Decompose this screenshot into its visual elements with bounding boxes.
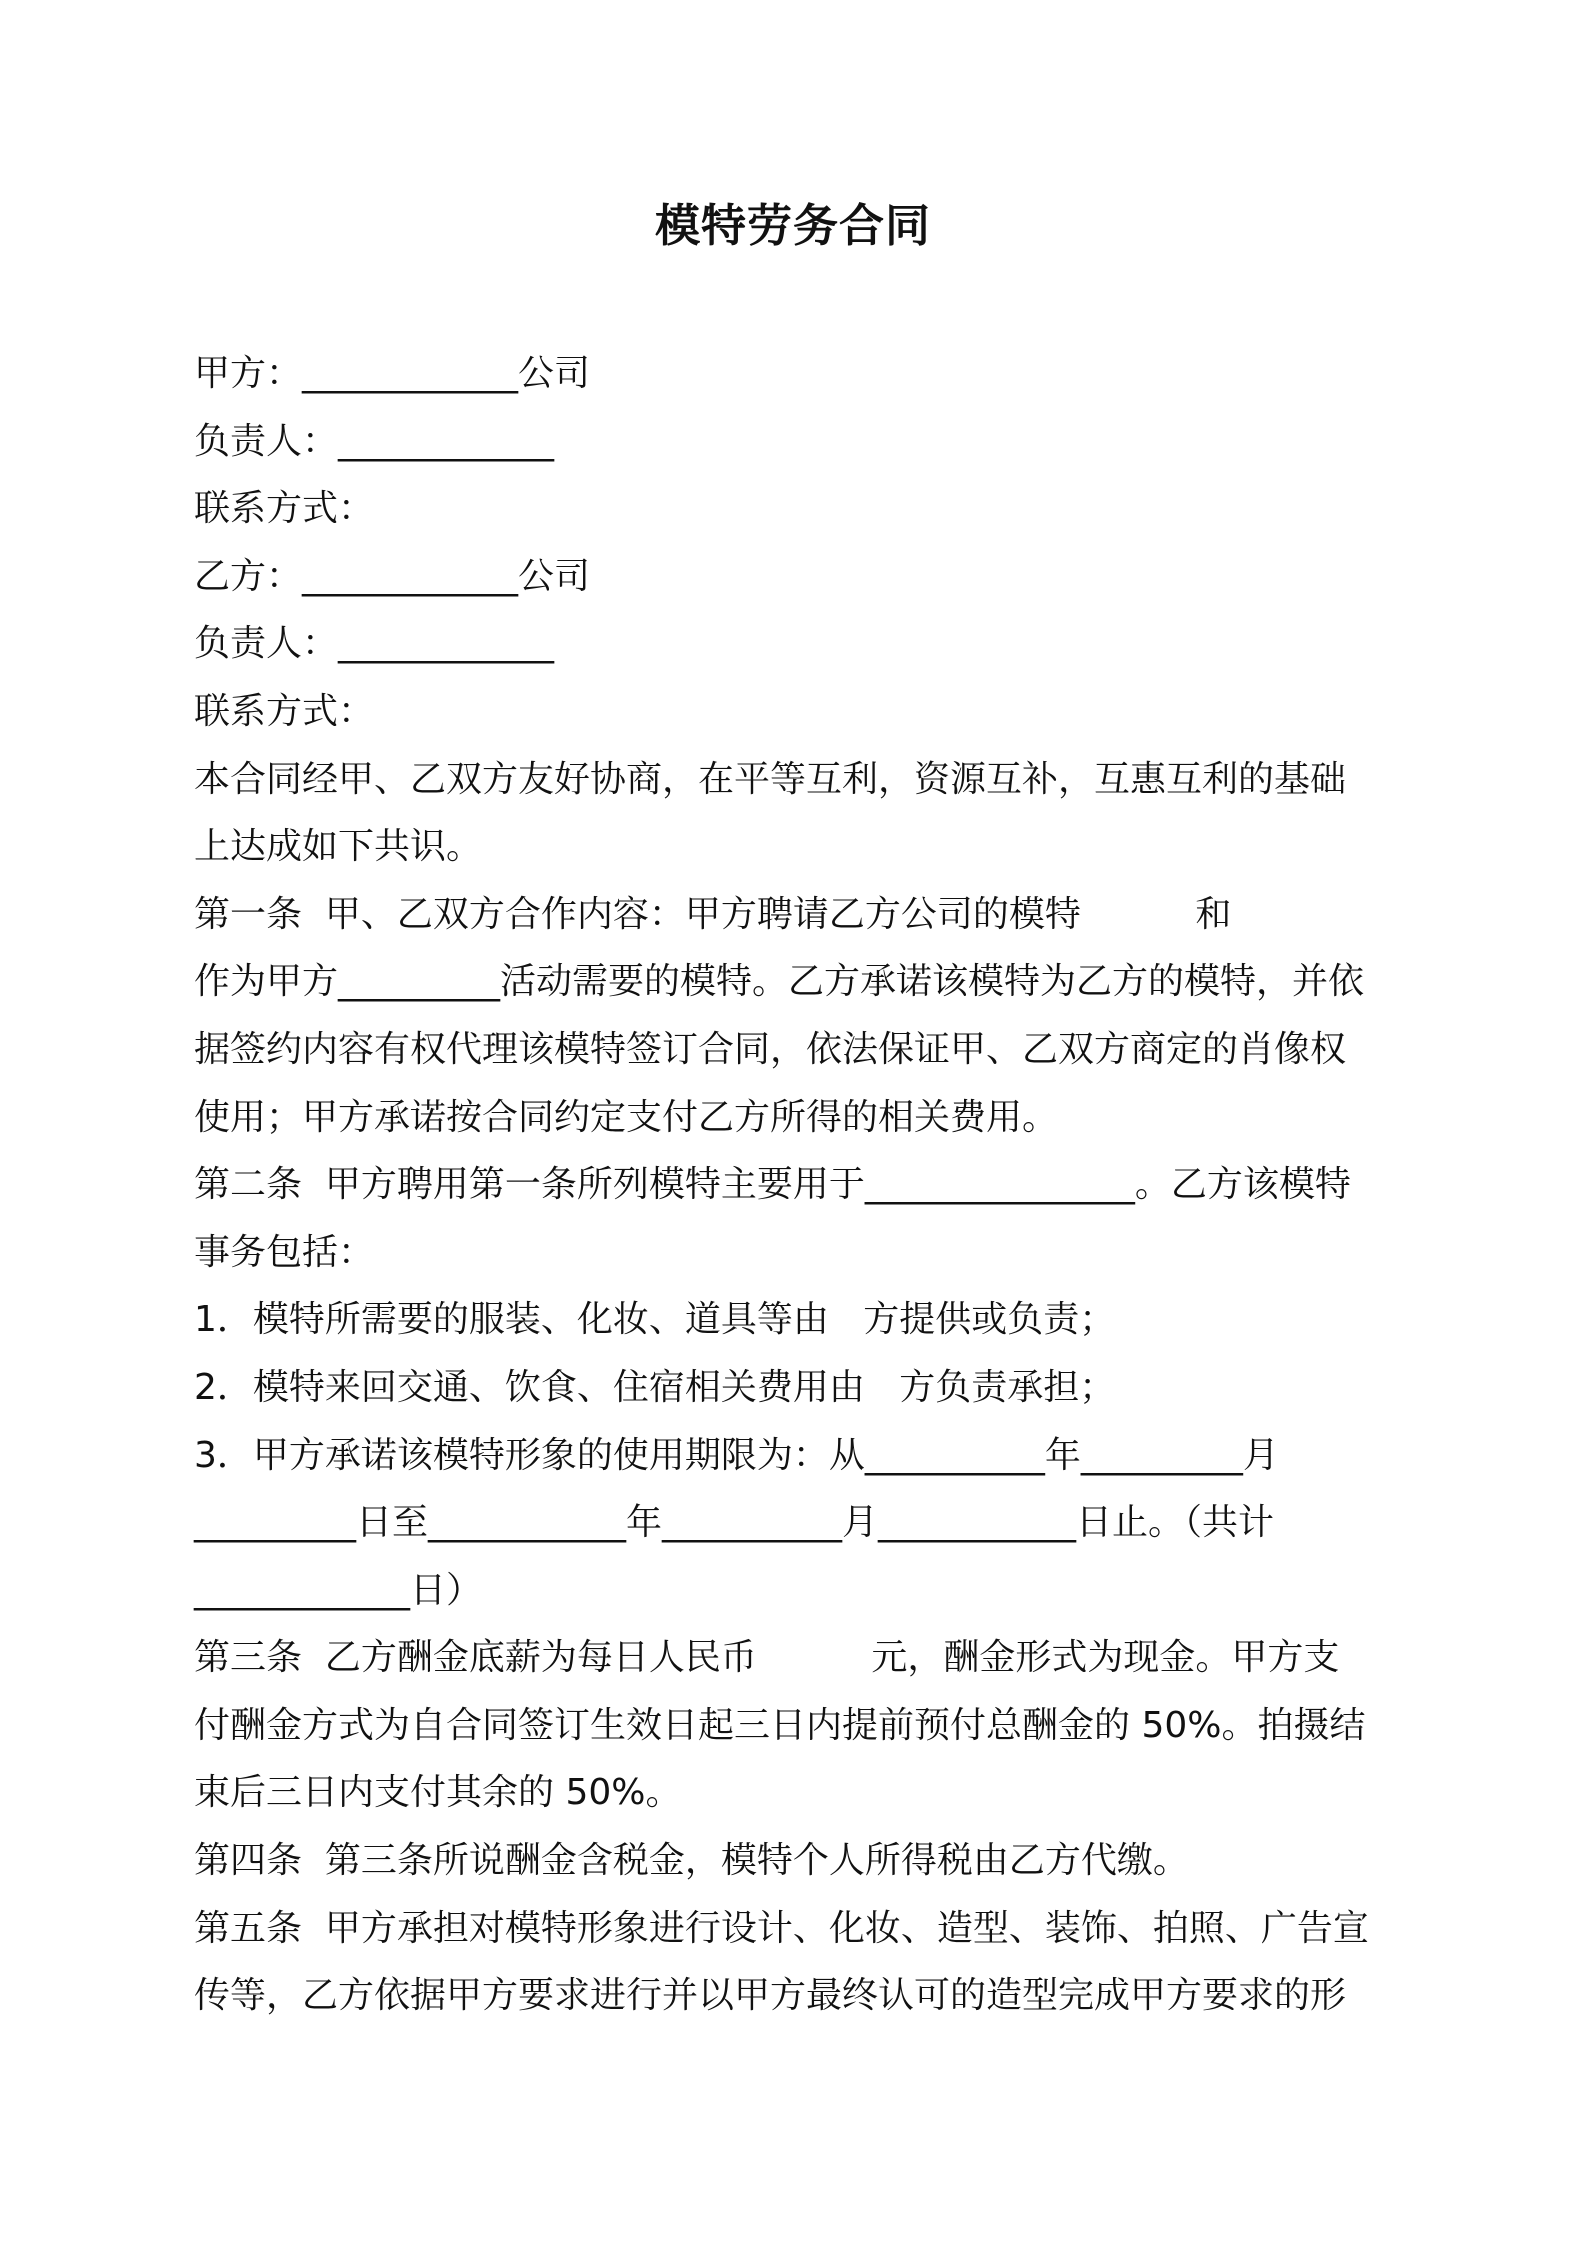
article-2-item-2: 2．模特来回交通、饮食、住宿相关费用由 方负责承担； (194, 1366, 1116, 1408)
article-1-line: 据签约内容有权代理该模特签订合同，依法保证甲、乙双方商定的肖像权 (194, 1028, 1347, 1070)
party-a-principal-line: 负责人：____________ (194, 420, 555, 462)
article-1-line: 作为甲方_________活动需要的模特。乙方承诺该模特为乙方的模特，并依 (194, 961, 1365, 1003)
document-title: 模特劳务合同 (654, 199, 931, 252)
article-2-item-3: _________日至___________年__________月___________日止。（共计 (194, 1502, 1275, 1544)
article-2-item-3: ____________日） (194, 1569, 483, 1611)
article-1-line: 第一条 甲、乙双方合作内容：甲方聘请乙方公司的模特 和 (194, 893, 1232, 935)
article-3-line: 束后三日内支付其余的 50%。 (194, 1772, 682, 1814)
party-a-line: 甲方：____________公司 (194, 353, 591, 394)
preamble-line: 本合同经甲、乙双方友好协商，在平等互利，资源互补，互惠互利的基础 (194, 758, 1347, 800)
article-2-item-3: 3．甲方承诺该模特形象的使用期限为：从__________年_________月 (194, 1434, 1279, 1476)
article-2-item-1: 1．模特所需要的服装、化妆、道具等由 方提供或负责； (194, 1299, 1116, 1341)
preamble-line: 上达成如下共识。 (194, 826, 483, 868)
article-3-line: 第三条 乙方酬金底薪为每日人民币 元，酬金形式为现金。甲方支 (194, 1637, 1340, 1679)
article-2-line: 第二条 甲方聘用第一条所列模特主要用于_______________。乙方该模特 (194, 1164, 1351, 1206)
party-b-line: 乙方：____________公司 (194, 555, 591, 597)
contract-body (194, 340, 1404, 2030)
article-2-line: 事务包括： (194, 1231, 375, 1273)
article-5-line: 第五条 甲方承担对模特形象进行设计、化妆、造型、装饰、拍照、广告宣 (194, 1907, 1369, 1949)
party-b-contact-line: 联系方式： (194, 690, 375, 732)
party-b-principal-line: 负责人：____________ (194, 623, 555, 665)
party-a-contact-line: 联系方式： (194, 488, 375, 530)
article-5-line: 传等，乙方依据甲方要求进行并以甲方最终认可的造型完成甲方要求的形 (194, 1975, 1347, 2017)
article-1-line: 使用；甲方承诺按合同约定支付乙方所得的相关费用。 (194, 1096, 1059, 1138)
article-4-line: 第四条 第三条所说酬金含税金，模特个人所得税由乙方代缴。 (194, 1840, 1189, 1882)
article-3-line: 付酬金方式为自合同签订生效日起三日内提前预付总酬金的 50%。拍摄结 (194, 1704, 1366, 1746)
